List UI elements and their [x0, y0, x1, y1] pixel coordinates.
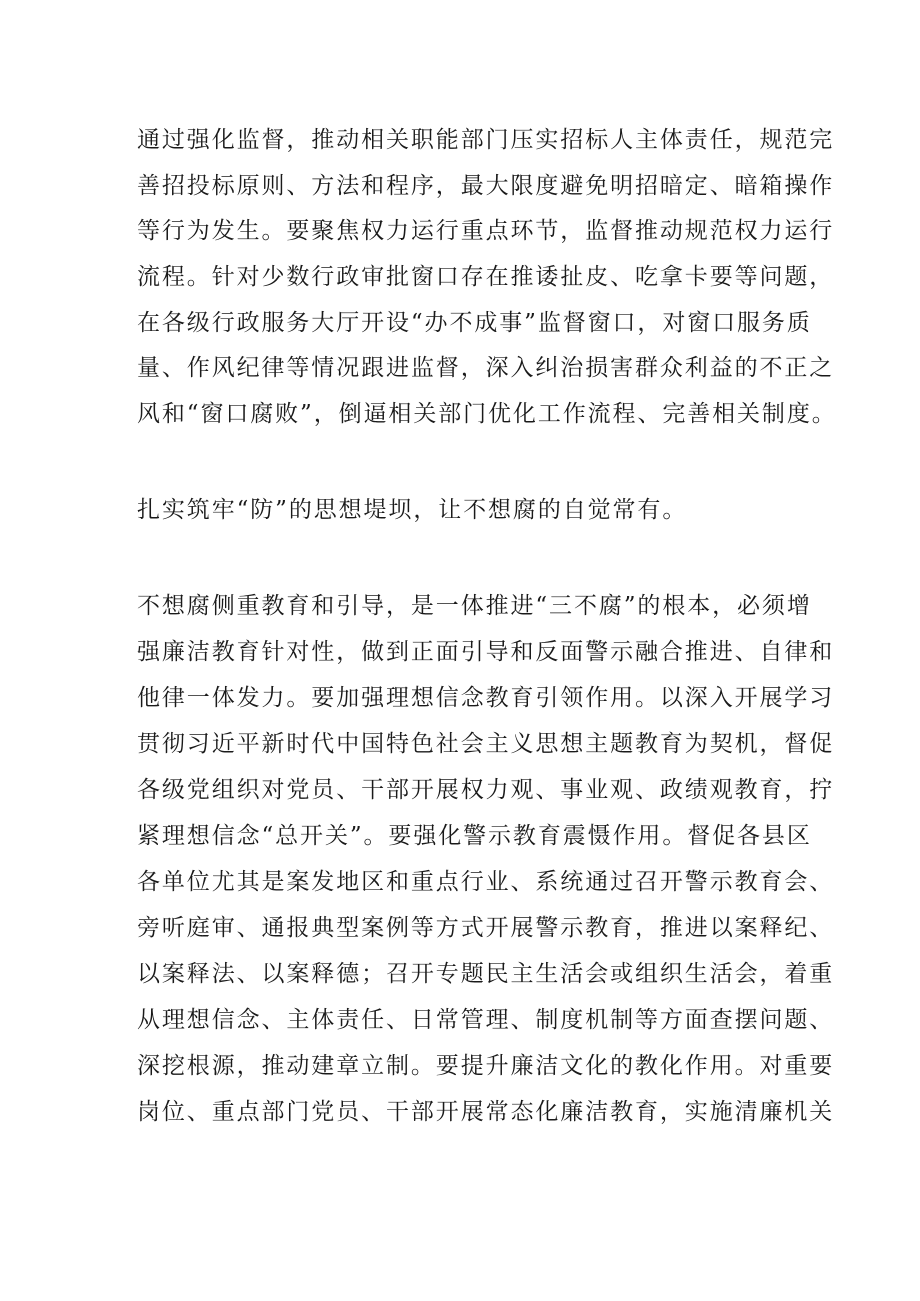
text-line: 流程。针对少数行政审批窗口存在推诿扯皮、吃拿卡要等问题，: [137, 264, 835, 290]
text-line: 不想腐侧重教育和引导，是一体推进“三不腐”的根本，必须增: [137, 593, 812, 619]
text-line: 等行为发生。要聚焦权力运行重点环节，监督推动规范权力运行: [137, 218, 835, 244]
text-line: 在各级行政服务大厅开设“办不成事”监督窗口，对窗口服务质: [137, 310, 812, 336]
text-line: 紧理想信念“总开关”。要强化警示教育震慑作用。督促各县区: [137, 823, 812, 849]
text-line: 各单位尤其是案发地区和重点行业、系统通过召开警示教育会、: [137, 869, 835, 895]
text-line: 各级党组织对党员、干部开展权力观、事业观、政绩观教育，拧: [137, 777, 835, 803]
text-line: 岗位、重点部门党员、干部开展常态化廉洁教育，实施清廉机关: [137, 1099, 835, 1125]
text-line: 从理想信念、主体责任、日常管理、制度机制等方面查摆问题、: [137, 1007, 835, 1033]
text-line: 强廉洁教育针对性，做到正面引导和反面警示融合推进、自律和: [137, 639, 835, 665]
text-line: 深挖根源，推动建章立制。要提升廉洁文化的教化作用。对重要: [137, 1053, 835, 1079]
text-line: 旁听庭审、通报典型案例等方式开展警示教育，推进以案释纪、: [137, 915, 835, 941]
text-line: 量、作风纪律等情况跟进监督，深入纠治损害群众利益的不正之: [137, 355, 835, 381]
text-line: 善招投标原则、方法和程序，最大限度避免明招暗定、暗箱操作: [137, 173, 835, 199]
text-line: 扎实筑牢“防”的思想堤坝，让不想腐的自觉常有。: [137, 497, 688, 523]
text-line: 以案释法、以案释德；召开专题民主生活会或组织生活会，着重: [137, 961, 835, 987]
text-line: 通过强化监督，推动相关职能部门压实招标人主体责任，规范完: [137, 127, 835, 153]
text-line: 风和“窗口腐败”，倒逼相关部门优化工作流程、完善相关制度。: [137, 401, 837, 427]
text-line: 贯彻习近平新时代中国特色社会主义思想主题教育为契机，督促: [137, 731, 835, 757]
text-line: 他律一体发力。要加强理想信念教育引领作用。以深入开展学习: [137, 685, 835, 711]
